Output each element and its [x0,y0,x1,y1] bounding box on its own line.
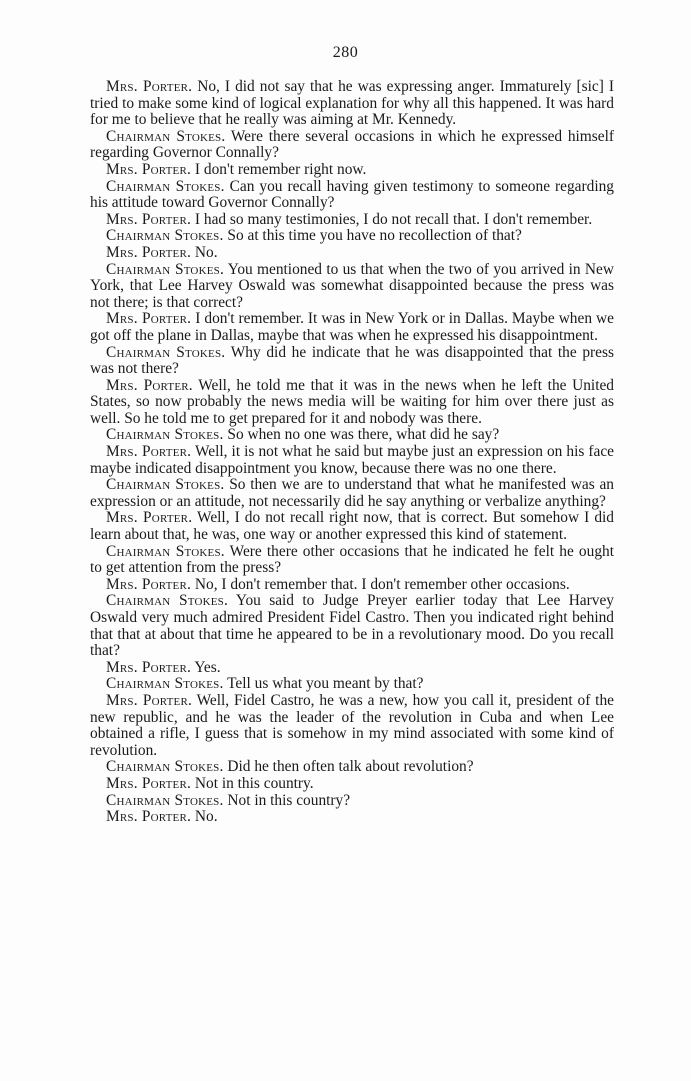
testimony-paragraph [90,660,614,677]
speaker-name: Chairman Stokes. [106,127,226,145]
speaker-name: Mrs. Porter. [106,243,192,261]
speaker-name: Mrs. Porter. [106,210,192,228]
testimony-text: Did he then often talk about revolution? [223,758,474,776]
testimony-paragraph [90,311,614,344]
testimony-paragraph [90,262,614,312]
speaker-name: Mrs. Porter. [106,691,193,709]
testimony-text: I had so many testimonies, I do not recall that. I don't remember. [191,210,593,228]
transcript-body [90,79,614,826]
testimony-text: Well, Fidel Castro, he was a new, how you call it, president of the new republic, and he was the leader of the revolution in Cuba and when Lee obtained a rifle, I guess that is somehow in my mind associated with some kind of revolution. [90,691,614,759]
testimony-paragraph [90,809,614,826]
testimony-text: I don't remember right now. [191,160,367,178]
testimony-text: No, I did not say that he was expressing anger. Immaturely [sic] I tried to make some kind of logical explanation for why all this happened. It was hard for me to believe that he really was aiming at Mr. Kennedy. [90,78,614,129]
testimony-paragraph [90,793,614,810]
testimony-paragraph [90,477,614,510]
speaker-name: Mrs. Porter. [106,658,192,676]
speaker-name: Chairman Stokes. [106,177,225,195]
speaker-name: Chairman Stokes. [106,542,225,560]
speaker-name: Chairman Stokes. [106,675,224,693]
testimony-paragraph [90,593,614,659]
testimony-text: Well, he told me that it was in the news when he left the United States, so now probably the news media will be waiting for him over there just as well. So he told me to get prepared for it and nobody was there. [90,376,615,427]
speaker-name: Mrs. Porter. [106,774,192,792]
speaker-name: Chairman Stokes. [106,476,225,494]
testimony-paragraph [90,427,614,444]
testimony-paragraph [90,759,614,776]
testimony-paragraph [90,129,614,162]
speaker-name: Mrs. Porter. [106,575,192,593]
speaker-name: Mrs. Porter. [106,808,192,826]
speaker-name: Mrs. Porter. [106,160,192,178]
testimony-paragraph [90,228,614,245]
page-number: 280 [332,44,359,61]
speaker-name: Chairman Stokes. [106,343,226,361]
testimony-paragraph [90,510,614,543]
testimony-paragraph [90,676,614,693]
testimony-text: So when no one was there, what did he say? [223,426,500,444]
testimony-text: No. [191,808,218,826]
testimony-paragraph [90,245,614,262]
speaker-name: Chairman Stokes. [106,791,224,809]
testimony-paragraph [90,212,614,229]
speaker-name: Chairman Stokes. [106,227,224,245]
testimony-text: So at this time you have no recollection of that? [223,227,522,245]
speaker-name: Chairman Stokes. [106,426,224,444]
testimony-text: No. [191,243,218,261]
testimony-paragraph [90,179,614,212]
testimony-paragraph [90,693,614,759]
testimony-text: Tell us what you meant by that? [223,675,424,693]
testimony-paragraph [90,577,614,594]
testimony-text: Can you recall having given testimony to someone regarding his attitude toward Governor Connally? [90,177,614,212]
testimony-text: Were there several occasions in which he expressed himself regarding Governor Connally? [90,127,614,162]
testimony-text: Not in this country? [223,791,351,809]
testimony-text: So then we are to understand that what he manifested was an expression or an attitude, not necessarily did he say anything or verbalize anything? [90,476,614,510]
testimony-text: I don't remember. It was in New York or in Dallas. Maybe when we got off the plane in Dallas, maybe that was when he expressed his disappointment. [90,310,614,344]
testimony-text: Why did he indicate that he was disappointed that the press was not there? [90,343,614,378]
testimony-paragraph [90,544,614,577]
speaker-name: Chairman Stokes. [106,758,224,776]
testimony-paragraph [90,444,614,477]
testimony-text: Were there other occasions that he indicated he felt he ought to get attention from the press? [90,542,614,577]
testimony-text: Yes. [191,658,221,676]
testimony-text: Well, I do not recall right now, that is correct. But somehow I did learn about that, he was, one way or another expressed this kind of statement. [90,509,614,544]
speaker-name: Chairman Stokes. [106,592,229,610]
speaker-name: Mrs. Porter. [106,376,193,394]
speaker-name: Mrs. Porter. [106,443,192,461]
testimony-paragraph [90,345,614,378]
speaker-name: Chairman Stokes. [106,260,224,278]
testimony-text: Not in this country. [191,774,314,792]
testimony-paragraph [90,162,614,179]
testimony-paragraph [90,776,614,793]
testimony-text: You said to Judge Preyer earlier today that Lee Harvey Oswald very much admired President Fidel Castro. Then you indicated right behind that that at about that time he appeared to be in a revolutionary mood. Do you recall that? [90,592,614,660]
speaker-name: Mrs. Porter. [106,78,193,95]
testimony-paragraph [90,378,614,428]
testimony-paragraph [90,79,614,129]
testimony-text: Well, it is not what he said but maybe just an expression on his face maybe indicated disappointment you know, because there was no one there. [90,443,614,477]
testimony-text: No, I don't remember that. I don't remember other occasions. [191,575,570,593]
speaker-name: Mrs. Porter. [106,310,192,328]
testimony-text: You mentioned to us that when the two of you arrived in New York, that Lee Harvey Oswald was somewhat disappointed because the press was not there; is that correct? [90,260,614,311]
speaker-name: Mrs. Porter. [106,509,193,527]
